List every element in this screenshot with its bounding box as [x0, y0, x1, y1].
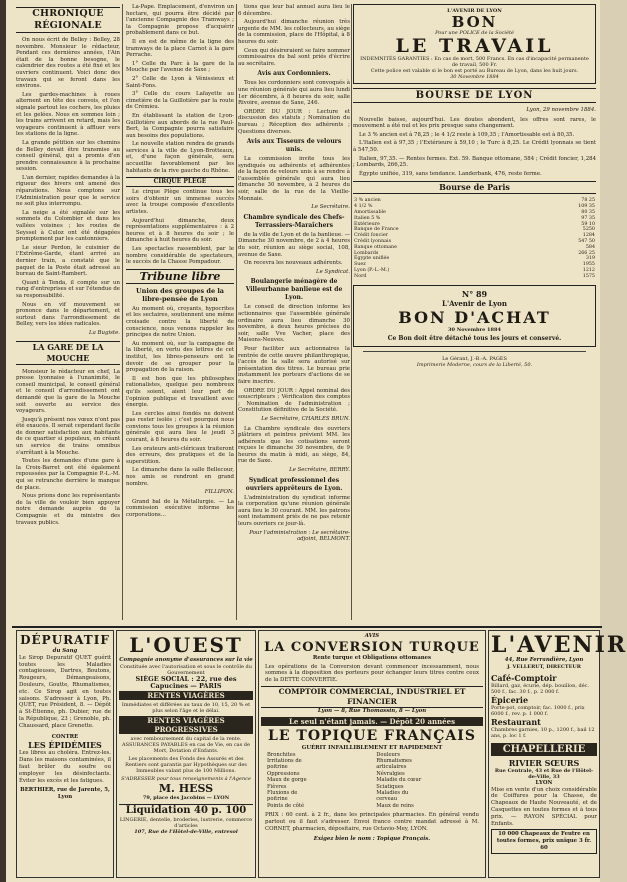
ad-body: Immédiates et différées au taux de 10, 15, 20 % et plus selon l'âge et le délai.	[121, 702, 251, 715]
article-paragraph: Les spectacles rassemblent, par le nombre considérable de spectateurs, le succès de la Chasse Pompadour.	[126, 246, 234, 266]
column-divider	[351, 4, 352, 620]
ad-comptoir-address: Lyon — 8, Rue Thomassin, 8 — Lyon	[317, 707, 427, 714]
article-paragraph: La grande pétition sur les chemins de Belley devait être transmise au conseil général, qui a promis d'en prendre connaissance à la prochaine session.	[16, 139, 120, 173]
bon-travail-box	[353, 4, 596, 84]
listing-title: Épicerie	[491, 694, 529, 705]
article-paragraph: Le sieur Perdon, le cuisinier de l'Extrême-Garde, étant arrivé au dernier train, a constaté que le paquet de la Poste était adressé au bureau de Saint-Rambert.	[16, 244, 120, 278]
ad-body: Les placements des Fonds des Assurés et des Rentiers sont garantis par Hypothèques sur des Immeubles valant plus de 100 Millions.	[125, 756, 247, 775]
quote-value: 547 50	[578, 238, 595, 244]
ad-listing	[491, 673, 597, 739]
quote-value: 319	[585, 256, 595, 262]
ad-owner: J. VELLERUT, DIRECTEUR	[507, 663, 581, 670]
article-paragraph: Au moment où, croyants, hypocrites et les sectaires, soutiennent une même croisade contre la liberté de conscience, nous venons rappeler les principes de notre Union.	[126, 305, 234, 339]
article-paragraph: Les cercles ainsi fondés ne doivent pas rester isolés ; c'est pourquoi nous convions tous les groupes à la réunion générale qui aura lieu le jeudi 3 courant, à 8 heures du soir.	[126, 410, 234, 444]
signature: Pour l'administration : Le secrétaire-adjoint, BELMONT.	[249, 529, 350, 543]
bourse-paragraph: Italien, 97,35. — Rentes fermes. Ext. 59. Banque ottomane, 584 ; Crédit foncier, 1,284 ; Lombards, 266,25.	[353, 155, 596, 169]
article-paragraph: Le dimanche dans la salle Bellecour, nos amis se rendront en grand nombre.	[126, 467, 234, 487]
ad-price: PRIX : 60 cent. à 2 fr., dans les principales pharmacies. En général vendu partout ou il faut s'adresser. Envoi franco contre mandat adressé à M. CORNET, pharmacien, dépositaire, rue Octavio-Mey, LYON.	[265, 812, 479, 832]
symptom-item: Fièvres	[267, 783, 287, 790]
notice-heading: Boulangerie ménagère de Villeurbanne banlieue est de Lyon.	[245, 278, 343, 302]
quote-value: 97 35	[581, 215, 595, 221]
symptom-item: Rhumatismes articulaires	[376, 757, 412, 771]
tribune-heading: Tribune libre	[126, 269, 234, 284]
divider	[363, 351, 586, 352]
article-paragraph: Pour faciliter aux actionnaires la rentrée de cette œuvre philanthropique, l'accès de la salle sera autorisé sur présentation des titres. Le bureau prie instamment les porteurs d'actions de se faire inscrire.	[238, 345, 350, 385]
symptom-item: Fluxions de poitrine	[267, 790, 298, 803]
ad-list-left	[267, 752, 368, 810]
notice-heading: Avis aux Cordonniers.	[257, 70, 331, 78]
article-paragraph: Jusqu'à présent nos vœux n'ont pas été exaucés. Il serait cependant facile de donner satisfaction aux habitants de ce quartier si populeux, en créant un service de trains omnibus s'arrêtant à la Mouche.	[16, 416, 120, 456]
article-paragraph: Tous les cordonniers sont convoqués à une réunion générale qui aura lieu lundi 1er décembre, à 8 heures du soir, salle Rivoire, avenue de Saxe, 246.	[238, 80, 350, 107]
symptom-item: Douleurs	[376, 751, 401, 758]
ad-topique-title: LE TOPIQUE FRANÇAIS	[268, 727, 476, 744]
article-paragraph: tions que leur bal annuel aura lieu le 6 décembre.	[238, 4, 350, 17]
ad-contact: S'ADRESSER pour tous renseignements à l'Agence	[121, 776, 251, 783]
ad-title: DÉPURATIF	[20, 633, 110, 647]
article-paragraph: Les orateurs anti-cléricaux traiteront des erreurs, des pratiques et de la superstition.	[126, 445, 234, 465]
article-paragraph: Aujourd'hui dimanche réunion très urgente de MM. les collecteurs, au siège de la commission, place de l'Hôpital, à 8 heures du soir.	[238, 19, 350, 45]
quote-value: 1212	[582, 267, 595, 273]
article-paragraph: On nous écrit de Belley : Belley, 28 novembre. Monsieur le rédacteur, Pendant ces dernières années, l'Ain était de la bonne besogne, le calendrier des routes a été fixé et les ouvriers continuent. Voici donc des travaux qui se feront dans les environs.	[16, 37, 120, 90]
ad-chapellerie-address: Rue Centrale, 43 et Rue de l'Hôtel-de-Ville, 33	[494, 767, 594, 780]
quote-value: 1284	[582, 233, 595, 239]
article-paragraph: En établissant la station de Lyon-Guillotière aux abords de la rue Paul-Bert, la Compagnie pourra satisfaire aux besoins des populations.	[126, 112, 234, 139]
quote-name: Extérieure	[354, 221, 380, 227]
bon-note: Cette police est valable si le bon est porté au Bureau de Lyon, dans les huit jours.	[370, 68, 579, 74]
quote-value: 1955	[582, 262, 595, 268]
ad-conversion-turque	[258, 630, 486, 878]
article-paragraph: Grand bal de la Métallurgie. — La commission exécutive informe les corporations...	[126, 498, 234, 518]
ad-subtitle: Rente turque et Obligations ottomanes	[312, 654, 432, 661]
signature: Le Secrétaire.	[311, 204, 350, 211]
quote-value: 1575	[582, 273, 595, 279]
article-paragraph: Quant à Tenda, il compte sur un rang d'entreprises et sur l'étendue de sa responsabilité.	[16, 279, 120, 299]
quote-name: 4 1/2 %	[354, 204, 373, 210]
bon-achat-date: 30 Novembre 1884	[448, 326, 501, 333]
article-paragraph: L'administration du syndicat informe la corporation qu'une réunion générale aura lieu le 30 courant. MM. les patrons sont instamment priés de ne pas retenir leurs ouvriers ce jour-là.	[238, 494, 350, 528]
ad-heading: LES ÉPIDÉMIES	[28, 740, 102, 751]
ad-footer: BERTHIER, rue de Jarente, 5, Lyon	[20, 787, 110, 801]
article-paragraph: La Chambre syndicale des ouvriers plâtriers et peintres prévient MM. les adhérents que les cotisations seront reçues le dimanche 30 novembre, de 9 heures du matin à midi, au siège, 84, rue de Saxe.	[238, 425, 350, 465]
bon-publisher: L'Avenir de Lyon	[442, 298, 507, 308]
bon-kicker: L'AVENIR DE LYON	[447, 8, 502, 14]
column-divider	[236, 4, 237, 620]
quote-name: Crédit foncier	[354, 233, 388, 239]
bon-label: BON	[451, 13, 498, 31]
article-paragraph: Aujourd'hui dimanche, deux représentations supplémentaires : à 2 heures et à 8 heures du soir ; le dimanche à huit heures du soir.	[126, 217, 234, 244]
listing-note: Porte-pot, comptoir, fac. 1000 f., prix 6000 f., rev. p. 1 000 f.	[491, 704, 585, 717]
article-paragraph: Le conseil de direction informe les actionnaires que l'assemblée générale ordinaire aura lieu dimanche 30 novembre, à deux heures précises du soir, salle Vve Vacher, place des Maisons-Neuves.	[238, 304, 350, 344]
quote-name: Lombards	[354, 250, 379, 256]
quote-name: Lyon (P.-L.-M.)	[354, 267, 390, 273]
article-paragraph: Le nouvelle station rendra de grands services à la ville de Lyon-Brotteaux, et, d'une façon générale, sera accueillie favorablement par les habitants de la rive gauche du Rhône.	[126, 141, 234, 174]
quote-name: Crédit lyonnais	[354, 238, 392, 244]
quote-name: Égypte unifiée	[354, 256, 390, 262]
imprimerie-line: Imprimerie Moderne, cours de la Liberté, 50.	[416, 361, 533, 368]
signature: Le Syndicat.	[316, 268, 350, 275]
ad-guarantee: GUÉRIT INFAILLIBLEMENT ET RAPIDEMENT	[301, 744, 443, 751]
symptom-item: Points de côté	[267, 802, 305, 809]
ad-chapellerie-body: Mise en vente d'un choix considérable de Coiffures pour la Chasse, de Chapeaux de Haute Nouveauté, et de Casquettes en toutes formes et à tous prix. — RAYON SPÉCIAL pour Enfants.	[491, 786, 597, 827]
column-4	[353, 4, 596, 624]
article-paragraph: Ceux qui désireraient se faire nommer commissaires du bal sont priés d'écrire au secrétaire.	[238, 47, 350, 67]
bon-body: INDEMNITÉS GARANTIES : En cas de mort, 500 Francs. En cas d'incapacité permanente de travail, 500 Fr.	[360, 56, 589, 68]
ad-agent: M. HESS	[158, 782, 214, 796]
column-3	[238, 4, 350, 624]
quote-name: Amortissable	[354, 209, 386, 215]
signature: Le Secrétaire, CHARLES BRUN.	[261, 415, 350, 422]
ad-caption: Constituée avec l'autorisation et sous le contrôle du Gouvernement	[120, 663, 252, 676]
symptom-item: Maladies du cerveau	[376, 790, 409, 803]
quote-value: 266 25	[578, 250, 595, 256]
quote-name: 3 % ancien	[354, 198, 381, 204]
article-paragraph: Au moment où, sur la campagne de la liberté, en vertu des lettres de cet institut, les libres-penseurs ont le devoir de se grouper pour la propagation de la raison.	[126, 340, 234, 374]
article-paragraph: ORDRE DU JOUR : Appel nominal des souscripteurs ; Vérification des comptes ; Nomination de l'administration ; Constitution définitive de la Société.	[238, 387, 350, 414]
article-paragraph: La neige a été signalée sur les sommets du Colombier et dans les vallées voisines ; les routes de Seyssel à Culoz ont été dégagées promptement par les cantonniers.	[16, 209, 120, 243]
symptom-item: Maladie du cœur	[376, 777, 422, 784]
signature: FILLIPON.	[204, 489, 234, 496]
quotes-table	[353, 198, 596, 279]
ad-liquidation: Liquidation 40 p. 100	[119, 804, 253, 817]
quote-name: Suez	[354, 262, 366, 268]
ad-address: 44, Rue Ferrandière, Lyon	[504, 657, 584, 663]
ad-subtitle: du Sang	[52, 648, 78, 654]
symptom-item: Oppressions	[267, 770, 300, 777]
article-paragraph: Nous en vif mouvement se prononce dans le département, et surtout dans l'arrondissement de Belley, vers les idées radicales.	[16, 301, 120, 328]
quote-name: Banque ottomane	[354, 244, 397, 250]
column-1	[16, 4, 120, 624]
bon-achat-note: Ce Bon doit être détaché tous les jours et conservé.	[387, 334, 562, 342]
ad-band: RENTES VIAGÈRES PROGRESSIVES	[119, 716, 253, 734]
ad-liquidation-body: LINGERIE, dentelle, broderies, lustrerie, commerce d'articles	[119, 817, 253, 830]
quote-name: Italien 5 %	[354, 215, 381, 221]
ad-address: 79, place des Jacobins — LYON	[142, 795, 230, 802]
article-paragraph: de la ville de Lyon et de la banlieue. — Dimanche 30 novembre, de 2 à 4 heures du soir, réunion au siège social, 108, avenue de Saxe.	[238, 231, 350, 258]
ad-depuratif	[16, 630, 114, 878]
listing-title: Restaurant	[491, 716, 541, 727]
ad-title: L'OUEST	[129, 633, 243, 657]
ad-avenir	[488, 630, 627, 878]
bon-number: N° 89	[461, 288, 488, 299]
article-paragraph: Il en est de même de la ligne des tramways de la place Carnot à la gare Perrache.	[126, 38, 234, 59]
article-paragraph: 2° Celle de Lyon à Vénissieux et Saint-Fons.	[126, 75, 234, 89]
ad-body: avec remboursement du capital de la rente. ASSURANCES PAYABLES en cas de Vie, en cas de Mort, Dotation d'Enfants.	[122, 736, 250, 755]
article-title: Union des groupes de la libre-pensée de Lyon	[135, 286, 225, 303]
bourse-paragraph: Le 3 % ancien est à 78,25 ; le 4 1/2 reste à 109,35 ; l'Amortissable est à 80,35.	[359, 131, 575, 138]
quote-row	[353, 274, 596, 280]
article-paragraph: Monsieur le rédacteur en chef, La presse lyonnaise à l'unanimité, le conseil municipal, le conseil général et le conseil d'arrondissement ont demandé que la gare de la Mouche soit ouverte au service des voyageurs.	[16, 368, 120, 415]
ad-comptoir: COMPTOIR COMMERCIAL, INDUSTRIEL ET FINANCIER	[261, 686, 483, 708]
ad-avis: AVIS	[364, 633, 380, 639]
bourse-date: Lyon, 29 novembre 1884.	[526, 107, 596, 113]
gerant-line: Le Gérant, J.-B.-A. PAGES	[442, 355, 507, 362]
bon-subtitle: Pour une POLICE de la Société	[435, 30, 514, 36]
chronique-heading: CHRONIQUE RÉGIONALE	[16, 7, 120, 33]
signature: La Bugiste.	[89, 329, 120, 336]
bourse-paragraph: Égypte unifiée, 319, sans tendance. Landerbank, 476, reste ferme.	[359, 170, 542, 177]
bon-achat-title: BON D'ACHAT	[398, 307, 551, 327]
ad-symptom-lists	[261, 752, 483, 810]
listing-note: Chambres garnies, 10 p., 1200 f., bail 12 ans, p. loc 1 f.	[491, 726, 595, 739]
ad-body: Les libres au choléra. Entrez-les. Dans les maisons contaminées, il faut brûler du soufre ou employer les désinfectants. Éviter les excès et les fatigues.	[19, 750, 111, 784]
advertisements	[12, 626, 627, 878]
article-paragraph: Le cirque Plège continue tous les soirs d'obtenir un immense succès avec la troupe composée d'excellents artistes.	[126, 189, 234, 216]
column-2	[126, 4, 234, 624]
symptom-item: Névralgies	[376, 770, 405, 777]
ad-subtitle: Compagnie anonyme d'assurances sur la vie	[119, 657, 253, 663]
listing-title: Café-Comptoir	[491, 672, 557, 683]
quote-value: 59 10	[581, 221, 595, 227]
ad-heading: CONTRE	[51, 733, 79, 740]
listing-note: Billard, gaz, écurie, dép. bouillon, déc. 500 f., fac. 30 f., p. 2 000 f.	[491, 682, 590, 695]
article-paragraph: Les gardes-machines à roues alternent en tête des convois, et l'on signale partout les cochers, les pluies et les gelées. Nous en sommes loin ; les trains arrivent en retard, mais les voyageurs continuent à affluer vers les stations de la ligne.	[16, 91, 120, 138]
article-paragraph: 1° Celle du Parc à la gare de la Mouche par l'avenue de Saxe ;	[126, 60, 234, 74]
ad-seat: SIÈGE SOCIAL : 22, rue des Capucines — PARIS	[135, 674, 237, 690]
quote-value: 584	[585, 244, 595, 250]
article-paragraph: La commission invite tous les syndiqués ou adhérents et adhérentes de la façon de velours unis à se rendre à l'assemblée générale qui aura lieu dimanche 30 novembre, à 2 heures du soir, salle de la rue de la Vieille-Monnaie.	[238, 156, 350, 202]
notice-heading: Syndicat professionnel des ouvriers apprêteurs de Lyon.	[245, 476, 343, 492]
bon-achat-box	[353, 285, 596, 347]
symptom-item: Maux de gorge	[267, 777, 307, 784]
ad-chapellerie-footer: 10 000 Chapeaux de Feutre en toutes formes, prix unique 3 fr. 60	[491, 829, 597, 853]
bon-date: 30 Novembre 1884	[450, 74, 499, 80]
ad-title: L'AVENIR	[491, 632, 627, 658]
article-paragraph: ORDRE DU JOUR : Lecture et discussion des statuts ; Nomination du bureau ; Réception des adhérents ; Questions diverses.	[238, 108, 350, 135]
article-paragraph: La-Pape. Emplacement, d'environ un hectare, qui pourra être décidé par l'ancienne Compagnie des Tramways ; la Compagnie propose d'acquérir probablement dans ce but.	[126, 4, 234, 37]
bourse-paragraph: Nouvelle baisse, aujourd'hui. Les doutes abondent, les offres sont rares, le mouvement a été nul et les prix presque sans changement.	[353, 116, 596, 130]
quote-value: 78 25	[581, 198, 595, 204]
notice-heading: Avis aux Tisseurs de velours unis.	[246, 138, 342, 154]
ad-body: Le Sirop Depuratif QUET guérit toutes les Maladies contagieuses, Dartres, Boutons, Rougeurs, Démangeaisons, Douleurs, Goutte, Rhumatismes, etc. Ce Sirop agit en toutes saisons. S'adresser à Lyon, Ph. QUET, rue Président, 8. — Dépôt à St-Étienne, ph. Dubier, rue de la République, 23 ; Grenoble, ph. Chaussard, place Grenette.	[19, 654, 111, 729]
symptom-item: Irritations de poitrine	[267, 757, 302, 771]
article-paragraph: Toutes les demandes d'une gare à la Croix-Barret ont été également repoussées par la Compagnie P.-L.-M. qui se retranche derrière le manque de place.	[16, 458, 120, 491]
ad-chapellerie-city: LYON	[535, 779, 553, 786]
quote-value: 109 35	[578, 204, 595, 210]
quote-value: 80 35	[581, 209, 595, 215]
quote-value: 5250	[582, 227, 595, 233]
symptom-item: Maux de reins	[376, 802, 414, 809]
article-paragraph: Il est bon que les philosophes rationalistes, quelque peu nombreux qu'ils soient, aient leur part de l'opinion publique et travaillent avec énergie.	[126, 375, 234, 409]
ad-footer: Exigez bien le nom : Topique Français.	[313, 835, 431, 842]
quote-name: Banque de France	[354, 227, 399, 233]
article-paragraph: L'an dernier, rapides demandes à la rigueur des hivers ont amené des réparations. Nous comptons sur l'Administration pour que le service ne soit plus interrompu.	[16, 174, 120, 208]
symptom-item: Bronchites	[267, 751, 296, 758]
ad-chapellerie-name: RIVIER SŒURS	[508, 757, 580, 768]
ad-ouest	[116, 630, 256, 878]
column-divider	[122, 4, 123, 620]
notice-heading: Chambre syndicale des Chefs-Terrassiers-Maraîchers	[243, 213, 345, 229]
ad-band: RENTES VIAGÈRES	[119, 691, 253, 700]
bourse-paris-heading: Bourse de Paris	[353, 181, 596, 194]
ad-title: LA CONVERSION TURQUE	[264, 639, 480, 655]
bourse-heading: BOURSE DE LYON	[353, 88, 596, 103]
ad-body: Les opérations de la Conversion devant commencer incessamment, nous sommes à la disposition des porteurs pour échanger leurs titres contre ceux de la DETTE CONVERTIE.	[265, 663, 479, 684]
signature: Le Secrétaire, BERRY.	[289, 467, 350, 474]
ad-list-right	[376, 752, 477, 810]
article-paragraph: 3° Celle du cours Lafayette au cimetière de la Guillotière par la route de Crémieu.	[126, 91, 234, 111]
bourse-paragraph: L'Italien est à 97,35 ; l'Extérieure à 59,10 ; le Turc à 8,25. Le Crédit lyonnais se tient à 547,50.	[353, 140, 596, 153]
ad-band: Le seul n'étant jamais. — Dépôt 20 années	[261, 717, 483, 726]
article-paragraph: Nous prions donc les représentants de la ville de vouloir bien appuyer notre demande auprès de la Compagnie et du ministre des travaux publics.	[16, 493, 120, 526]
ad-liquidation-address: 107, Rue de l'Hôtel-de-Ville, entresol	[134, 829, 238, 836]
bon-title: LE TRAVAIL	[395, 35, 554, 57]
article-paragraph: On recevra les nouveaux adhérents.	[244, 260, 343, 267]
quote-name: Nord	[354, 273, 367, 279]
ad-chapellerie: CHAPELLERIE	[491, 743, 597, 756]
symptom-item: Sciatiques	[376, 783, 404, 790]
gare-mouche-heading: LA GARE DE LA MOUCHE	[16, 341, 120, 365]
cirque-heading: CIRQUE PLÈGE	[126, 177, 234, 187]
